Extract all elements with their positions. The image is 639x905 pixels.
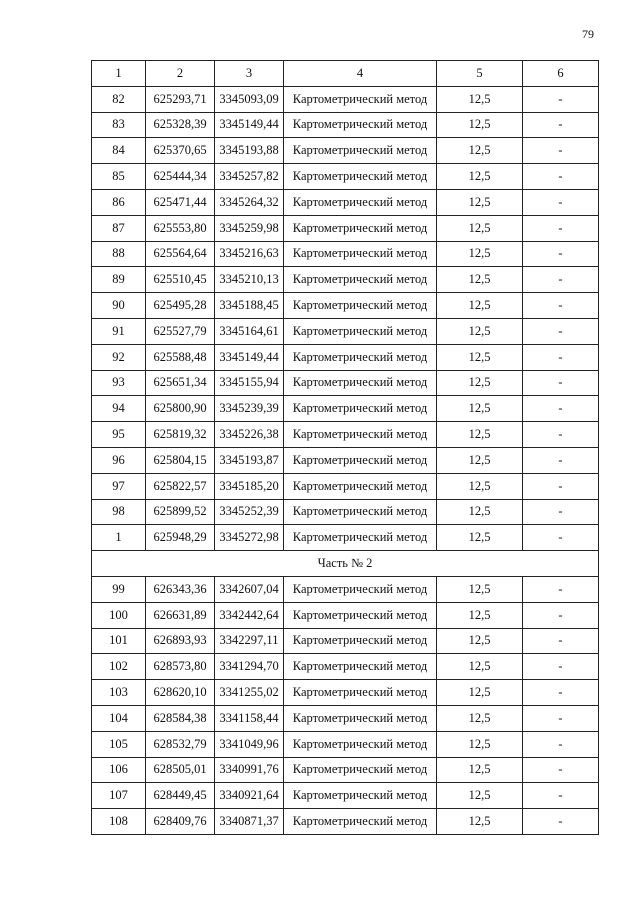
note-cell: -	[523, 189, 599, 215]
point-number-cell: 103	[92, 680, 146, 706]
header-cell-1: 1	[92, 61, 146, 87]
note-cell: -	[523, 370, 599, 396]
accuracy-cell: 12,5	[437, 473, 523, 499]
accuracy-cell: 12,5	[437, 499, 523, 525]
method-cell: Картометрический метод	[284, 189, 437, 215]
y-coordinate-cell: 3345149,44	[215, 344, 284, 370]
table-row	[92, 628, 599, 654]
y-coordinate-cell: 3340991,76	[215, 757, 284, 783]
note-cell: -	[523, 525, 599, 551]
note-cell: -	[523, 809, 599, 835]
method-cell: Картометрический метод	[284, 86, 437, 112]
method-cell: Картометрический метод	[284, 525, 437, 551]
accuracy-cell: 12,5	[437, 757, 523, 783]
accuracy-cell: 12,5	[437, 783, 523, 809]
table-row	[92, 447, 599, 473]
table-row	[92, 654, 599, 680]
coordinates-table	[91, 60, 599, 835]
point-number-cell: 83	[92, 112, 146, 138]
y-coordinate-cell: 3340871,37	[215, 809, 284, 835]
table-row	[92, 680, 599, 706]
accuracy-cell: 12,5	[437, 731, 523, 757]
point-number-cell: 92	[92, 344, 146, 370]
table-row	[92, 757, 599, 783]
method-cell: Картометрический метод	[284, 576, 437, 602]
method-cell: Картометрический метод	[284, 318, 437, 344]
accuracy-cell: 12,5	[437, 267, 523, 293]
note-cell: -	[523, 112, 599, 138]
method-cell: Картометрический метод	[284, 731, 437, 757]
method-cell: Картометрический метод	[284, 602, 437, 628]
x-coordinate-cell: 625553,80	[146, 215, 215, 241]
note-cell: -	[523, 164, 599, 190]
x-coordinate-cell: 626631,89	[146, 602, 215, 628]
accuracy-cell: 12,5	[437, 628, 523, 654]
method-cell: Картометрический метод	[284, 705, 437, 731]
note-cell: -	[523, 705, 599, 731]
y-coordinate-cell: 3345193,88	[215, 138, 284, 164]
table-row	[92, 164, 599, 190]
accuracy-cell: 12,5	[437, 422, 523, 448]
table-row	[92, 473, 599, 499]
note-cell: -	[523, 422, 599, 448]
point-number-cell: 108	[92, 809, 146, 835]
header-cell-5: 5	[437, 61, 523, 87]
point-number-cell: 87	[92, 215, 146, 241]
point-number-cell: 99	[92, 576, 146, 602]
accuracy-cell: 12,5	[437, 654, 523, 680]
table-header-row	[92, 61, 599, 87]
x-coordinate-cell: 625800,90	[146, 396, 215, 422]
y-coordinate-cell: 3340921,64	[215, 783, 284, 809]
x-coordinate-cell: 628505,01	[146, 757, 215, 783]
method-cell: Картометрический метод	[284, 447, 437, 473]
table-row	[92, 396, 599, 422]
accuracy-cell: 12,5	[437, 112, 523, 138]
y-coordinate-cell: 3345264,32	[215, 189, 284, 215]
point-number-cell: 91	[92, 318, 146, 344]
point-number-cell: 97	[92, 473, 146, 499]
table-row	[92, 783, 599, 809]
x-coordinate-cell: 626343,36	[146, 576, 215, 602]
table-row	[92, 499, 599, 525]
note-cell: -	[523, 757, 599, 783]
x-coordinate-cell: 628620,10	[146, 680, 215, 706]
x-coordinate-cell: 625804,15	[146, 447, 215, 473]
point-number-cell: 1	[92, 525, 146, 551]
x-coordinate-cell: 625819,32	[146, 422, 215, 448]
method-cell: Картометрический метод	[284, 293, 437, 319]
note-cell: -	[523, 680, 599, 706]
y-coordinate-cell: 3341294,70	[215, 654, 284, 680]
note-cell: -	[523, 318, 599, 344]
x-coordinate-cell: 625948,29	[146, 525, 215, 551]
accuracy-cell: 12,5	[437, 680, 523, 706]
point-number-cell: 84	[92, 138, 146, 164]
x-coordinate-cell: 625328,39	[146, 112, 215, 138]
accuracy-cell: 12,5	[437, 164, 523, 190]
point-number-cell: 98	[92, 499, 146, 525]
table-row	[92, 602, 599, 628]
x-coordinate-cell: 625471,44	[146, 189, 215, 215]
method-cell: Картометрический метод	[284, 138, 437, 164]
note-cell: -	[523, 215, 599, 241]
accuracy-cell: 12,5	[437, 370, 523, 396]
note-cell: -	[523, 731, 599, 757]
method-cell: Картометрический метод	[284, 164, 437, 190]
y-coordinate-cell: 3345155,94	[215, 370, 284, 396]
page-number: 79	[582, 27, 594, 41]
method-cell: Картометрический метод	[284, 215, 437, 241]
method-cell: Картометрический метод	[284, 654, 437, 680]
y-coordinate-cell: 3345149,44	[215, 112, 284, 138]
accuracy-cell: 12,5	[437, 809, 523, 835]
method-cell: Картометрический метод	[284, 241, 437, 267]
table-row	[92, 267, 599, 293]
y-coordinate-cell: 3341255,02	[215, 680, 284, 706]
y-coordinate-cell: 3341158,44	[215, 705, 284, 731]
header-cell-3: 3	[215, 61, 284, 87]
section-row	[92, 551, 599, 577]
table-row	[92, 138, 599, 164]
y-coordinate-cell: 3345272,98	[215, 525, 284, 551]
x-coordinate-cell: 625564,64	[146, 241, 215, 267]
method-cell: Картометрический метод	[284, 757, 437, 783]
method-cell: Картометрический метод	[284, 112, 437, 138]
table-row	[92, 809, 599, 835]
accuracy-cell: 12,5	[437, 576, 523, 602]
x-coordinate-cell: 628409,76	[146, 809, 215, 835]
point-number-cell: 102	[92, 654, 146, 680]
table-row	[92, 318, 599, 344]
accuracy-cell: 12,5	[437, 293, 523, 319]
note-cell: -	[523, 396, 599, 422]
accuracy-cell: 12,5	[437, 705, 523, 731]
table-row	[92, 731, 599, 757]
accuracy-cell: 12,5	[437, 396, 523, 422]
point-number-cell: 94	[92, 396, 146, 422]
method-cell: Картометрический метод	[284, 396, 437, 422]
point-number-cell: 88	[92, 241, 146, 267]
x-coordinate-cell: 628532,79	[146, 731, 215, 757]
note-cell: -	[523, 473, 599, 499]
x-coordinate-cell: 625588,48	[146, 344, 215, 370]
header-cell-4: 4	[284, 61, 437, 87]
x-coordinate-cell: 625651,34	[146, 370, 215, 396]
note-cell: -	[523, 447, 599, 473]
table-row	[92, 189, 599, 215]
y-coordinate-cell: 3345226,38	[215, 422, 284, 448]
y-coordinate-cell: 3345093,09	[215, 86, 284, 112]
y-coordinate-cell: 3345239,39	[215, 396, 284, 422]
accuracy-cell: 12,5	[437, 602, 523, 628]
note-cell: -	[523, 654, 599, 680]
y-coordinate-cell: 3345259,98	[215, 215, 284, 241]
point-number-cell: 95	[92, 422, 146, 448]
table-row	[92, 576, 599, 602]
y-coordinate-cell: 3345216,63	[215, 241, 284, 267]
point-number-cell: 107	[92, 783, 146, 809]
x-coordinate-cell: 625510,45	[146, 267, 215, 293]
x-coordinate-cell: 628584,38	[146, 705, 215, 731]
x-coordinate-cell: 625527,79	[146, 318, 215, 344]
point-number-cell: 86	[92, 189, 146, 215]
table-row	[92, 241, 599, 267]
table-row	[92, 86, 599, 112]
note-cell: -	[523, 138, 599, 164]
method-cell: Картометрический метод	[284, 267, 437, 293]
accuracy-cell: 12,5	[437, 86, 523, 112]
note-cell: -	[523, 241, 599, 267]
y-coordinate-cell: 3342607,04	[215, 576, 284, 602]
accuracy-cell: 12,5	[437, 215, 523, 241]
y-coordinate-cell: 3345210,13	[215, 267, 284, 293]
method-cell: Картометрический метод	[284, 499, 437, 525]
method-cell: Картометрический метод	[284, 783, 437, 809]
accuracy-cell: 12,5	[437, 138, 523, 164]
note-cell: -	[523, 783, 599, 809]
coordinates-table-body	[92, 61, 599, 835]
point-number-cell: 93	[92, 370, 146, 396]
table-row	[92, 293, 599, 319]
point-number-cell: 100	[92, 602, 146, 628]
note-cell: -	[523, 344, 599, 370]
table-row	[92, 422, 599, 448]
table-row	[92, 344, 599, 370]
note-cell: -	[523, 576, 599, 602]
accuracy-cell: 12,5	[437, 189, 523, 215]
point-number-cell: 90	[92, 293, 146, 319]
point-number-cell: 85	[92, 164, 146, 190]
header-cell-6: 6	[523, 61, 599, 87]
note-cell: -	[523, 602, 599, 628]
y-coordinate-cell: 3345185,20	[215, 473, 284, 499]
y-coordinate-cell: 3345252,39	[215, 499, 284, 525]
method-cell: Картометрический метод	[284, 422, 437, 448]
point-number-cell: 96	[92, 447, 146, 473]
section-label: Часть № 2	[92, 551, 599, 577]
point-number-cell: 106	[92, 757, 146, 783]
y-coordinate-cell: 3345164,61	[215, 318, 284, 344]
y-coordinate-cell: 3341049,96	[215, 731, 284, 757]
point-number-cell: 89	[92, 267, 146, 293]
accuracy-cell: 12,5	[437, 525, 523, 551]
y-coordinate-cell: 3345257,82	[215, 164, 284, 190]
header-cell-2: 2	[146, 61, 215, 87]
table-row	[92, 525, 599, 551]
x-coordinate-cell: 625495,28	[146, 293, 215, 319]
x-coordinate-cell: 628573,80	[146, 654, 215, 680]
method-cell: Картометрический метод	[284, 473, 437, 499]
method-cell: Картометрический метод	[284, 809, 437, 835]
x-coordinate-cell: 625444,34	[146, 164, 215, 190]
accuracy-cell: 12,5	[437, 318, 523, 344]
y-coordinate-cell: 3345193,87	[215, 447, 284, 473]
table-row	[92, 370, 599, 396]
note-cell: -	[523, 628, 599, 654]
accuracy-cell: 12,5	[437, 344, 523, 370]
x-coordinate-cell: 625370,65	[146, 138, 215, 164]
point-number-cell: 105	[92, 731, 146, 757]
x-coordinate-cell: 625822,57	[146, 473, 215, 499]
point-number-cell: 104	[92, 705, 146, 731]
note-cell: -	[523, 86, 599, 112]
method-cell: Картометрический метод	[284, 344, 437, 370]
note-cell: -	[523, 293, 599, 319]
method-cell: Картометрический метод	[284, 628, 437, 654]
y-coordinate-cell: 3342442,64	[215, 602, 284, 628]
accuracy-cell: 12,5	[437, 241, 523, 267]
method-cell: Картометрический метод	[284, 680, 437, 706]
x-coordinate-cell: 628449,45	[146, 783, 215, 809]
note-cell: -	[523, 267, 599, 293]
accuracy-cell: 12,5	[437, 447, 523, 473]
method-cell: Картометрический метод	[284, 370, 437, 396]
x-coordinate-cell: 625899,52	[146, 499, 215, 525]
x-coordinate-cell: 625293,71	[146, 86, 215, 112]
table-row	[92, 215, 599, 241]
table-row	[92, 705, 599, 731]
point-number-cell: 82	[92, 86, 146, 112]
x-coordinate-cell: 626893,93	[146, 628, 215, 654]
note-cell: -	[523, 499, 599, 525]
point-number-cell: 101	[92, 628, 146, 654]
y-coordinate-cell: 3342297,11	[215, 628, 284, 654]
table-row	[92, 112, 599, 138]
y-coordinate-cell: 3345188,45	[215, 293, 284, 319]
